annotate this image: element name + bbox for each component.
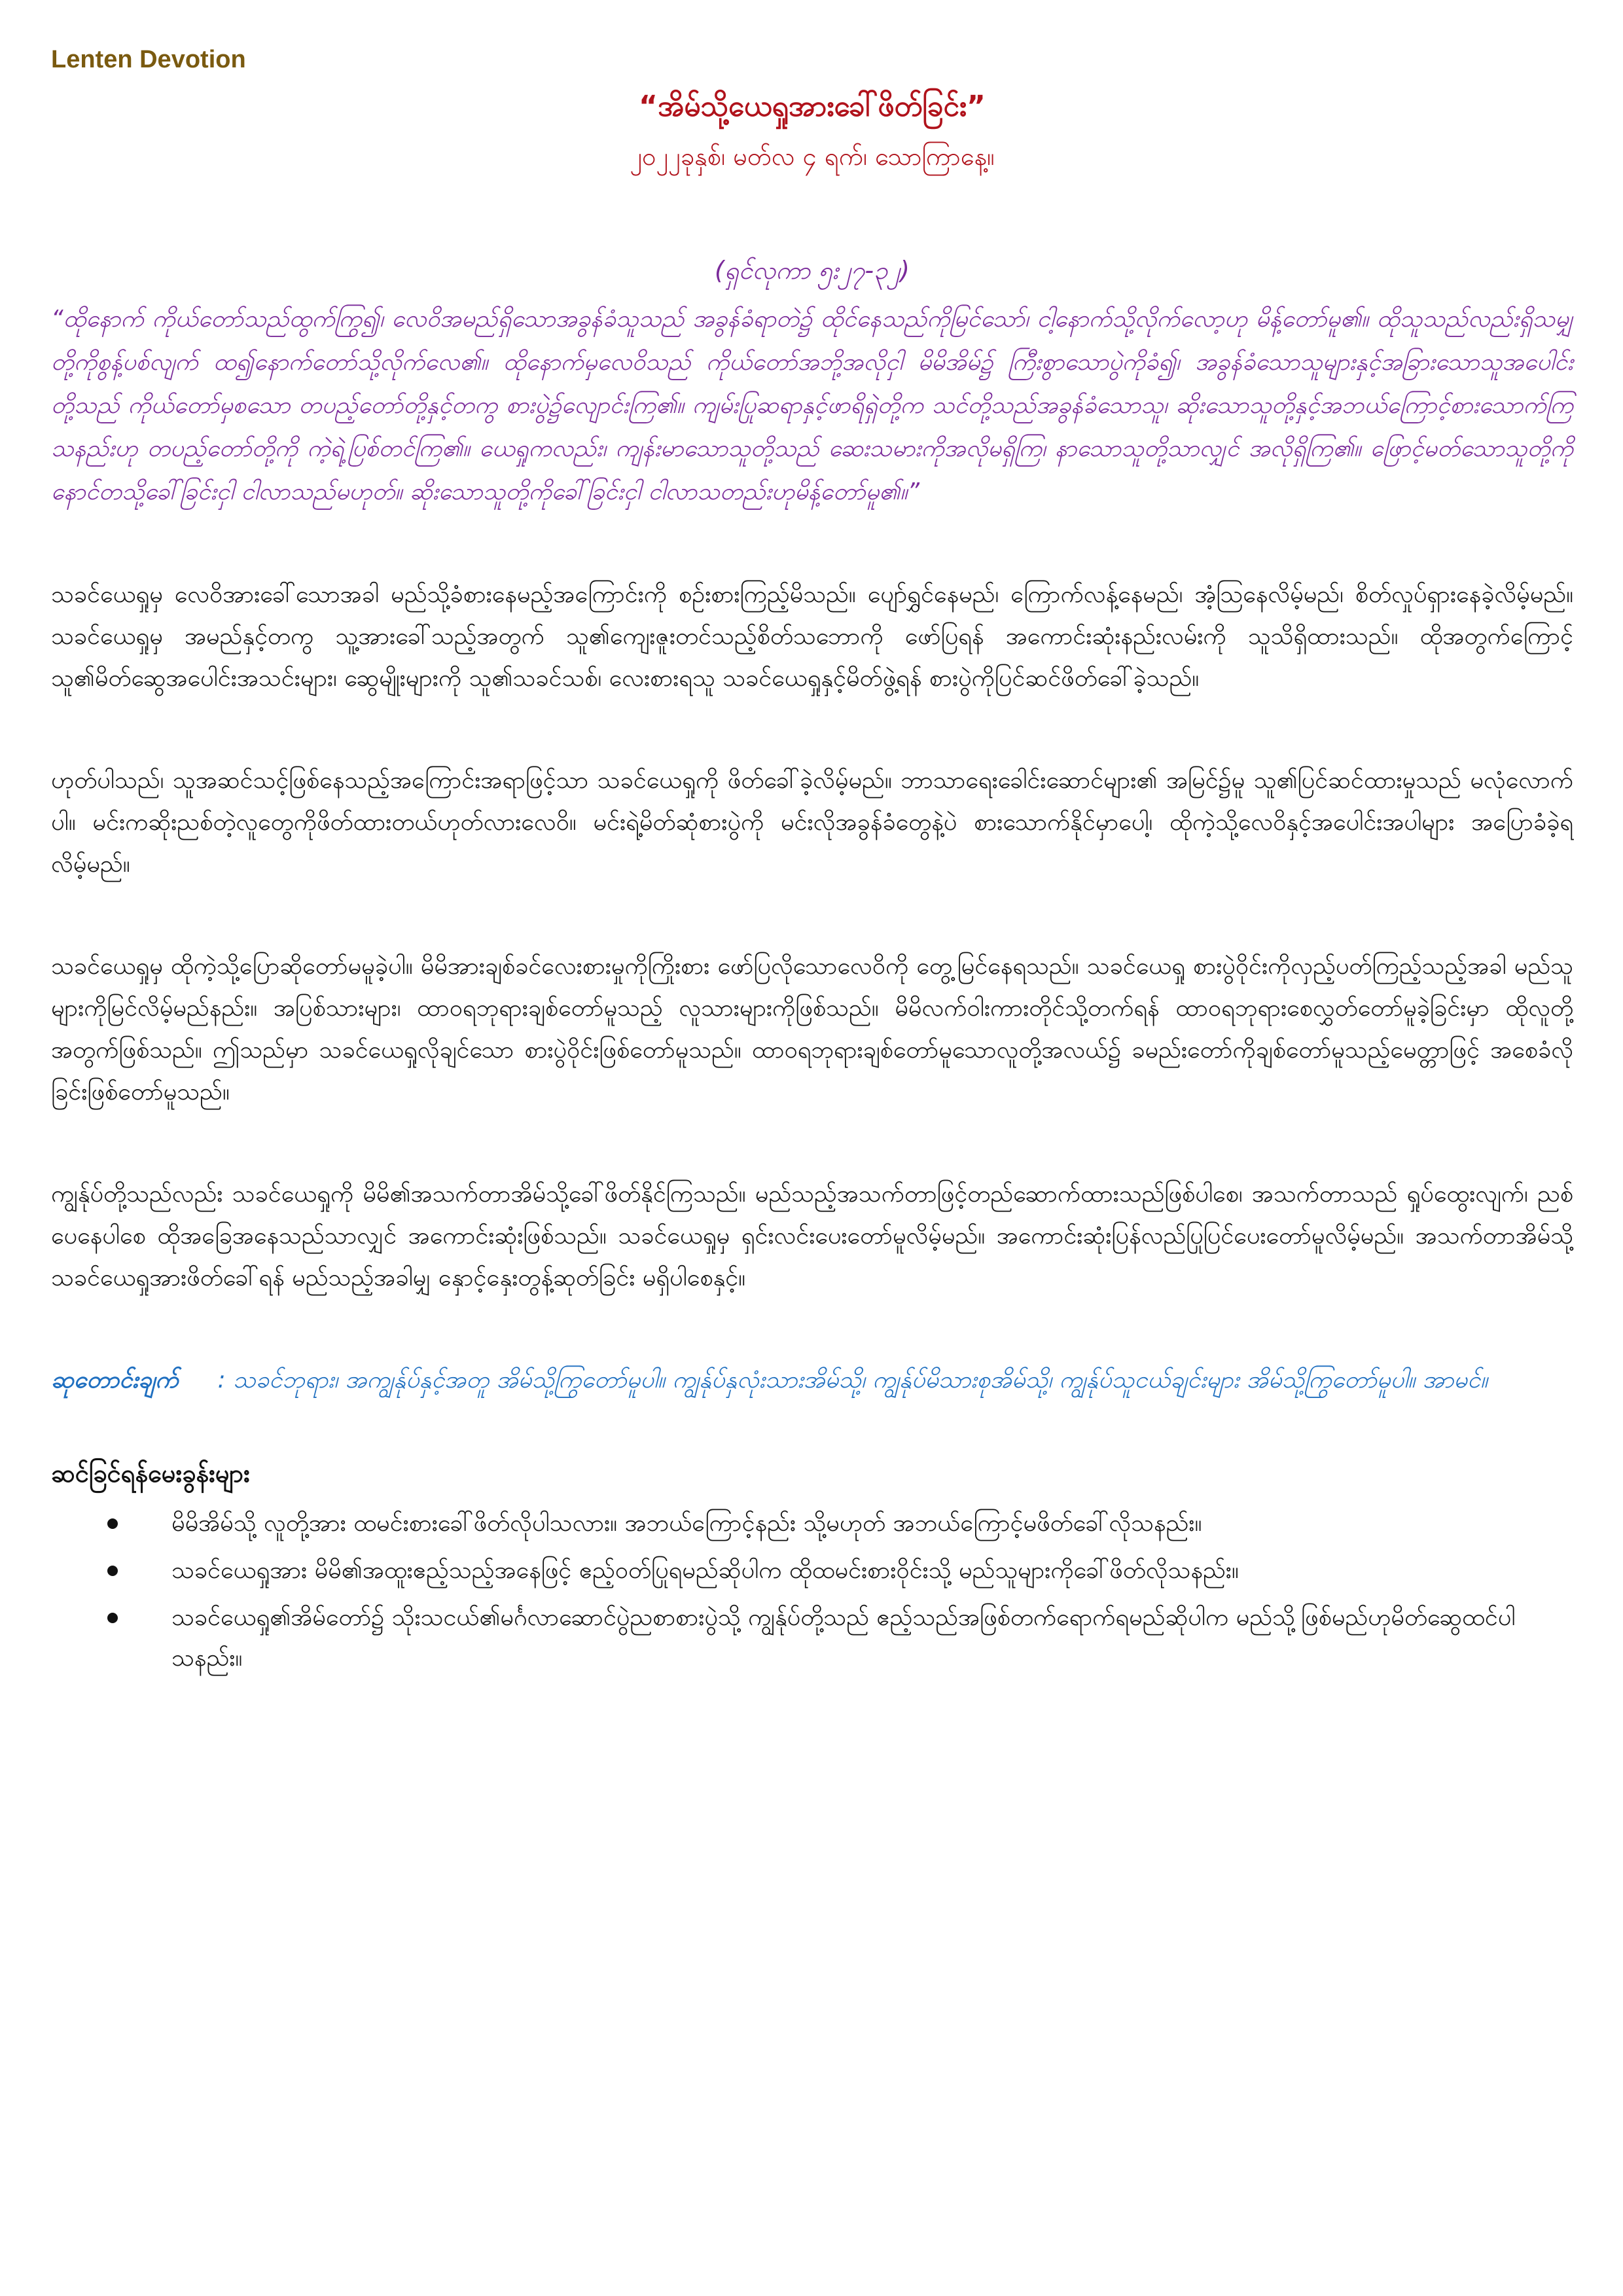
body-paragraph-4: ကျွန်ုပ်တို့သည်လည်း သခင်ယေရှုကို မိမိ၏အသက်တာအိမ်သို့ခေါ်ဖိတ်နိုင်ကြသည်။ မည်သည့်အသက်တာဖြင့်တည်ဆောက်ထားသည်ဖြစ်ပါစေ၊ အသက်တာသည် ရှုပ်ထွေးလျက်၊ ညစ်ပေနေပါစေ ထိုအခြေအနေသည်သာလျှင် အကောင်းဆုံးဖြစ်သည်။ သခင်ယေရှုမှ ရှင်းလင်းပေးတော်မူလိမ့်မည်။ အကောင်းဆုံးပြန်လည်ပြုပြင်ပေးတော်မူလိမ့်မည်။ အသက်တာအိမ်သို့ သခင်ယေရှုအားဖိတ်ခေါ်ရန် မည်သည့်အခါမျှ နှောင့်နှေးတွန့်ဆုတ်ခြင်း မရှိပါစေနှင့်။ xyxy=(51,1181,1573,1291)
prayer-block xyxy=(51,1359,1573,1401)
question-item-1 xyxy=(98,1503,1573,1544)
scripture-passage: “ထိုနောက် ကိုယ်တော်သည်ထွက်ကြွ၍၊ လေဝိအမည်ရှိသောအခွန်ခံသူသည် အခွန်ခံရာတဲ၌ ထိုင်နေသည်ကိုမြင်သော်၊ ငါ့နောက်သို့လိုက်လော့ဟု မိန့်တော်မူ၏။ ထိုသူသည်လည်းရှိသမျှတို့ကိုစွန့်ပစ်လျက် ထ၍နောက်တော်သို့လိုက်လေ၏။ ထိုနောက်မှလေဝိသည် ကိုယ်တော်အဘို့အလိုငှါ မိမိအိမ်၌ ကြီးစွာသောပွဲကိုခံ၍၊ အခွန်ခံသောသူများနှင့်အခြားသောသူအပေါင်းတို့သည် ကိုယ်တော်မှစသော တပည့်တော်တို့နှင့်တကွ စားပွဲ၌လျောင်းကြ၏။ ကျမ်းပြုဆရာနှင့်ဖာရိရှဲတို့က သင်တို့သည်အခွန်ခံသောသူ၊ ဆိုးသောသူတို့နှင့်အဘယ်ကြောင့်စားသောက်ကြသနည်းဟု တပည့်တော်တို့ကို ကဲ့ရဲ့ပြစ်တင်ကြ၏။ ယေရှုကလည်း၊ ကျန်းမာသောသူတို့သည် ဆေးသမားကိုအလိုမရှိကြ၊ နာသောသူတို့သာလျှင် အလိုရှိကြ၏။ ဖြောင့်မတ်သောသူတို့ကို နောင်တသို့ခေါ်ခြင်းငှါ ငါလာသည်မဟုတ်။ ဆိုးသောသူတို့ကိုခေါ်ခြင်းငှါ ငါလာသတည်းဟုမိန့်တော်မူ၏။” xyxy=(51,306,1573,505)
question-text-3: သခင်ယေရှု၏အိမ်တော်၌ သိုးသငယ်၏မင်္ဂလာဆောင်ပွဲညစာစားပွဲသို့ ကျွန်ုပ်တို့သည် ဧည့်သည်အဖြစ်တက်ရောက်ရမည်ဆိုပါက မည်သို့ဖြစ်မည်ဟုမိတ်ဆွေထင်ပါသနည်း။ xyxy=(171,1604,1516,1672)
question-text-2: သခင်ယေရှုအား မိမိ၏အထူးဧည့်သည့်အနေဖြင့် ဧည့်ဝတ်ပြုရမည်ဆိုပါက ထိုထမင်းစားဝိုင်းသို့ မည်သူများကိုခေါ်ဖိတ်လိုသနည်း။ xyxy=(171,1557,1239,1584)
devotion-page xyxy=(51,46,1573,1685)
questions-list xyxy=(98,1503,1573,1679)
body-paragraph-2: ဟုတ်ပါသည်၊ သူအဆင်သင့်ဖြစ်နေသည့်အကြောင်းအရာဖြင့်သာ သခင်ယေရှုကို ဖိတ်ခေါ်ခဲ့လိမ့်မည်။ ဘာသာရေးခေါင်းဆောင်များ၏ အမြင်၌မူ သူ၏ပြင်ဆင်ထားမှုသည် မလုံလောက်ပါ။ မင်းကဆိုးညစ်တဲ့လူတွေကိုဖိတ်ထားတယ်ဟုတ်လားလေဝိ။ မင်းရဲ့မိတ်ဆုံစားပွဲကို မင်းလိုအခွန်ခံတွေနဲ့ပဲ စားသောက်နိုင်မှာပေါ့၊ ထိုကဲ့သို့လေဝိနှင့်အပေါင်းအပါများ အပြောခံခဲ့ရလိမ့်မည်။ xyxy=(51,767,1573,878)
question-item-3 xyxy=(98,1598,1573,1679)
body-paragraph-3: သခင်ယေရှုမှ ထိုကဲ့သို့ပြောဆိုတော်မမူခဲ့ပါ။ မိမိအားချစ်ခင်လေးစားမှုကိုကြိုးစား ဖော်ပြလိုသောလေဝိကို တွေ့မြင်နေရသည်။ သခင်ယေရှု စားပွဲဝိုင်းကိုလှည့်ပတ်ကြည့်သည့်အခါ မည်သူများကိုမြင်လိမ့်မည်နည်း။ အပြစ်သားများ၊ ထာဝရဘုရားချစ်တော်မူသည့် လူသားများကိုဖြစ်သည်။ မိမိလက်ဝါးကားတိုင်သို့တက်ရန် ထာဝရဘုရားစေလွှတ်တော်မူခဲ့ခြင်းမှာ ထိုလူတို့အတွက်ဖြစ်သည်။ ဤသည်မှာ သခင်ယေရှုလိုချင်သော စားပွဲဝိုင်းဖြစ်တော်မူသည်။ ထာဝရဘုရားချစ်တော်မူသောလူတို့အလယ်၌ ခမည်းတော်ကိုချစ်တော်မူသည့်မေတ္တာဖြင့် အစေခံလိုခြင်းဖြစ်တော်မူသည်။ xyxy=(51,953,1573,1105)
question-item-2 xyxy=(98,1551,1573,1591)
document-header-label: Lenten Devotion xyxy=(51,46,246,73)
devotion-title: “အိမ်သို့ယေရှုအားခေါ်ဖိတ်ခြင်း” xyxy=(639,90,986,123)
question-text-1: မိမိအိမ်သို့ လူတို့အား ထမင်းစားခေါ်ဖိတ်လိုပါသလား။ အဘယ်ကြောင့်နည်း သို့မဟုတ် အဘယ်ကြောင့်မဖိတ်ခေါ်လိုသနည်း။ xyxy=(171,1510,1202,1537)
bullet-icon xyxy=(107,1518,118,1529)
prayer-text: : သခင်ဘုရား၊ အကျွန်ုပ်နှင့်အတူ အိမ်သို့ကြွတော်မူပါ။ ကျွန်ုပ်နှလုံးသားအိမ်သို့၊ ကျွန်ုပ်မိသားစုအိမ်သို့၊ ကျွန်ုပ်သူငယ်ချင်းများ အိမ်သို့ကြွတော်မူပါ။ အာမင်။ xyxy=(217,1367,1488,1393)
prayer-label: ဆုတောင်းချက် xyxy=(51,1367,179,1393)
devotion-date: ၂၀၂၂ခုနှစ်၊ မတ်လ ၄ ရက်၊ သောကြာနေ့။ xyxy=(630,142,995,171)
questions-heading: ဆင်ခြင်ရန်မေးခွန်းများ xyxy=(51,1459,250,1488)
bullet-icon xyxy=(107,1613,118,1623)
bullet-icon xyxy=(107,1566,118,1576)
body-paragraph-1: သခင်ယေရှုမှ လေဝိအားခေါ်သောအခါ မည်သို့ခံစားနေမည့်အကြောင်းကို စဉ်းစားကြည့်မိသည်။ ပျော်ရွှင်နေမည်၊ ကြောက်လန့်နေမည်၊ အံ့သြနေလိမ့်မည်၊ စိတ်လှုပ်ရှားနေခဲ့လိမ့်မည်။ သခင်ယေရှုမှ အမည်နှင့်တကွ သူ့အားခေါ်သည့်အတွက် သူ၏ကျေးဇူးတင်သည့်စိတ်သဘောကို ဖော်ပြရန် အကောင်းဆုံးနည်းလမ်းကို သူသိရှိထားသည်။ ထိုအတွက်ကြောင့် သူ၏မိတ်ဆွေအပေါင်းအသင်းများ၊ ဆွေမျိုးများကို သူ၏သခင်သစ်၊ လေးစားရသူ သခင်ယေရှုနှင့်မိတ်ဖွဲ့ရန် စားပွဲကိုပြင်ဆင်ဖိတ်ခေါ်ခဲ့သည်။ xyxy=(51,581,1573,692)
scripture-reference: (ရှင်လုကာ ၅း၂၇-၃၂) xyxy=(715,256,910,285)
